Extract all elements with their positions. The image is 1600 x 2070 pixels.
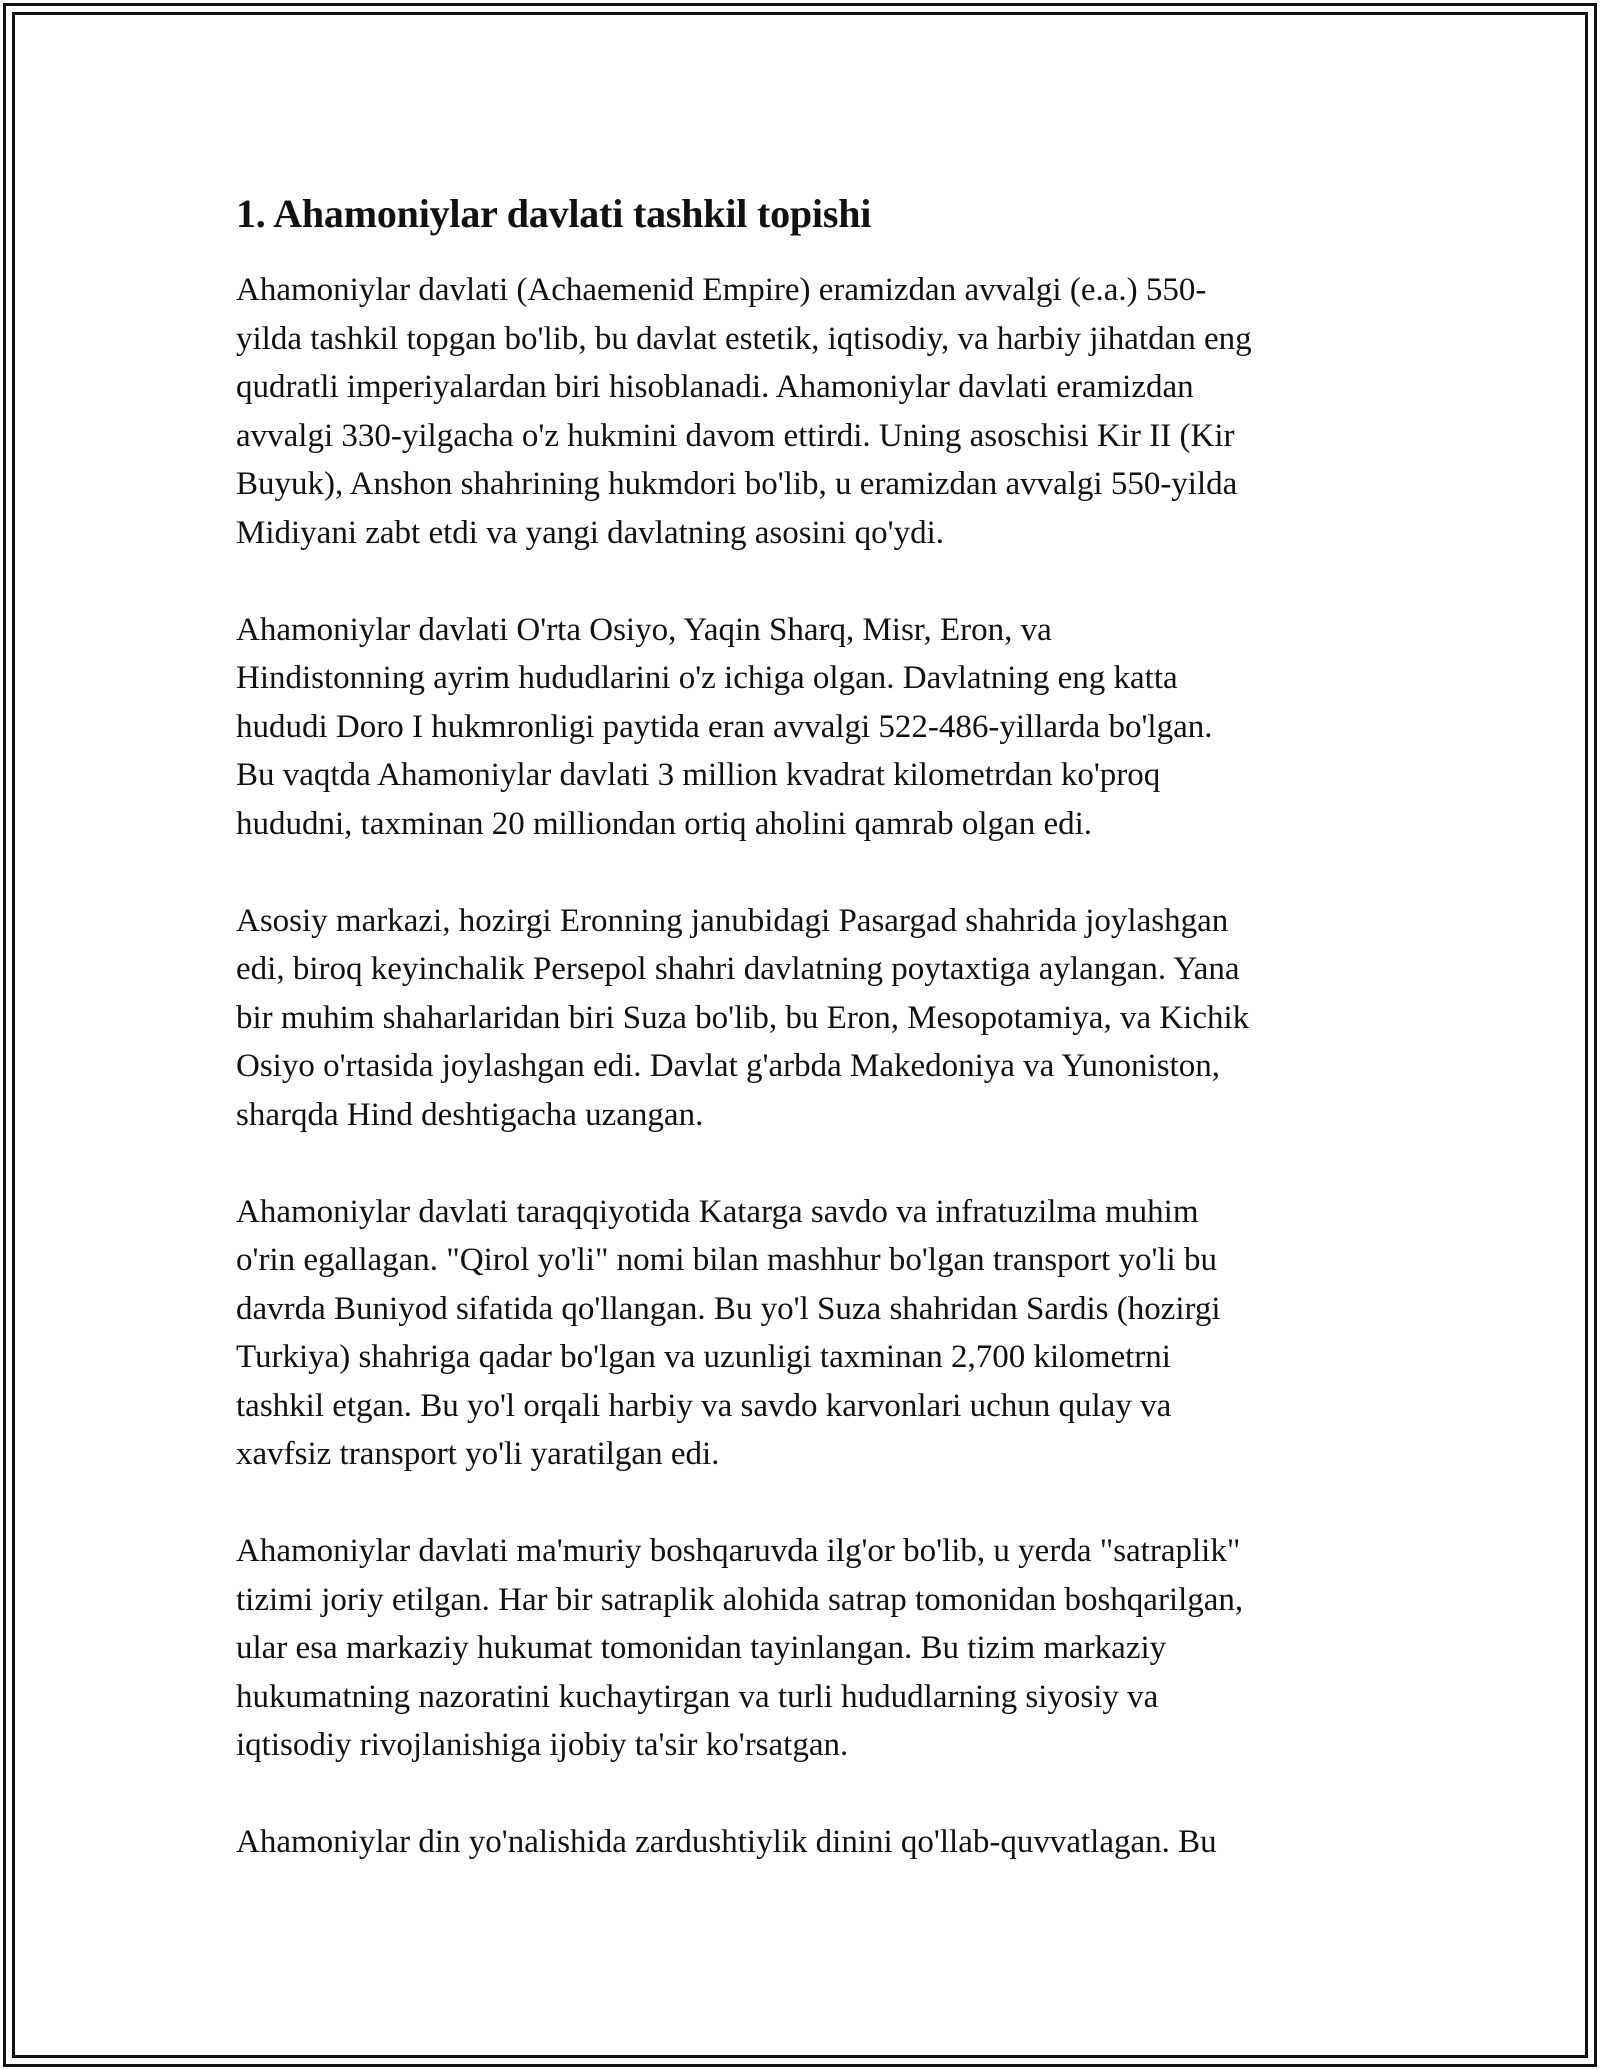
text-line: Ahamoniylar davlati O'rta Osiyo, Yaqin Sharq, Misr, Eron, va <box>236 611 1052 648</box>
text-line: o'rin egallagan. "Qirol yo'li" nomi bilan mashhur bo'lgan transport yo'li bu <box>236 1242 1217 1279</box>
text-line: hukumatning nazoratini kuchaytirgan va turli hududlarning siyosiy va <box>236 1678 1159 1715</box>
text-line: hududi Doro I hukmronligi paytida eran avvalgi 522-486-yillarda bo'lgan. <box>236 708 1213 745</box>
section-heading: 1. Ahamoniylar davlati tashkil topishi <box>236 191 872 236</box>
paragraph-5 <box>236 1527 1376 1770</box>
text-line: Ahamoniylar davlati ma'muriy boshqaruvda ilg'or bo'lib, u yerda "satraplik" <box>236 1533 1241 1570</box>
text-line: Ahamoniylar din yo'nalishida zardushtiylik dinini qo'llab-quvvatlagan. Bu <box>236 1824 1217 1861</box>
text-line: Hindistonning ayrim hududlarini o'z ichiga olgan. Davlatning eng katta <box>236 660 1178 697</box>
text-line: xavfsiz transport yo'li yaratilgan edi. <box>236 1436 720 1473</box>
text-line: tizimi joriy etilgan. Har bir satraplik alohida satrap tomonidan boshqarilgan, <box>236 1581 1244 1618</box>
paragraph-3 <box>236 897 1376 1140</box>
paragraph-1 <box>236 266 1376 558</box>
text-line: avvalgi 330-yilgacha o'z hukmini davom ettirdi. Uning asoschisi Kir II (Kir <box>236 417 1235 454</box>
text-line: qudratli imperiyalardan biri hisoblanadi. Ahamoniylar davlati eramizdan <box>236 369 1194 406</box>
text-line: edi, biroq keyinchalik Persepol shahri davlatning poytaxtiga aylangan. Yana <box>236 951 1240 988</box>
text-line: Ahamoniylar davlati taraqqiyotida Katarga savdo va infratuzilma muhim <box>236 1193 1199 1230</box>
text-line: Turkiya) shahriga qadar bo'lgan va uzunligi taxminan 2,700 kilometrni <box>236 1339 1171 1376</box>
text-line: sharqda Hind deshtigacha uzangan. <box>236 1096 704 1133</box>
paragraph-2 <box>236 606 1376 849</box>
paragraph-4 <box>236 1188 1376 1480</box>
document-page <box>236 188 1376 1915</box>
text-line: iqtisodiy rivojlanishiga ijobiy ta'sir ko'rsatgan. <box>236 1727 849 1764</box>
text-line: Ahamoniylar davlati (Achaemenid Empire) eramizdan avvalgi (e.a.) 550- <box>236 272 1207 308</box>
text-line: hududni, taxminan 20 milliondan ortiq aholini qamrab olgan edi. <box>236 805 1093 842</box>
text-line: Buyuk), Anshon shahrining hukmdori bo'lib, u eramizdan avvalgi 550-yilda <box>236 466 1238 503</box>
text-line: bir muhim shaharlaridan biri Suza bo'lib, bu Eron, Mesopotamiya, va Kichik <box>236 999 1250 1036</box>
text-line: tashkil etgan. Bu yo'l orqali harbiy va savdo karvonlari uchun qulay va <box>236 1387 1172 1424</box>
text-line: yilda tashkil topgan bo'lib, bu davlat estetik, iqtisodiy, va harbiy jihatdan eng <box>236 320 1252 357</box>
text-line: Bu vaqtda Ahamoniylar davlati 3 million kvadrat kilometrdan ko'proq <box>236 757 1161 794</box>
paragraph-6 <box>236 1818 1376 1867</box>
text-line: Asosiy markazi, hozirgi Eronning janubidagi Pasargad shahrida joylashgan <box>236 902 1229 939</box>
text-line: ular esa markaziy hukumat tomonidan tayinlangan. Bu tizim markaziy <box>236 1630 1167 1667</box>
text-line: Osiyo o'rtasida joylashgan edi. Davlat g'arbda Makedoniya va Yunoniston, <box>236 1048 1220 1085</box>
text-line: davrda Buniyod sifatida qo'llangan. Bu yo'l Suza shahridan Sardis (hozirgi <box>236 1290 1221 1327</box>
text-line: Midiyani zabt etdi va yangi davlatning asosini qo'ydi. <box>236 514 944 551</box>
